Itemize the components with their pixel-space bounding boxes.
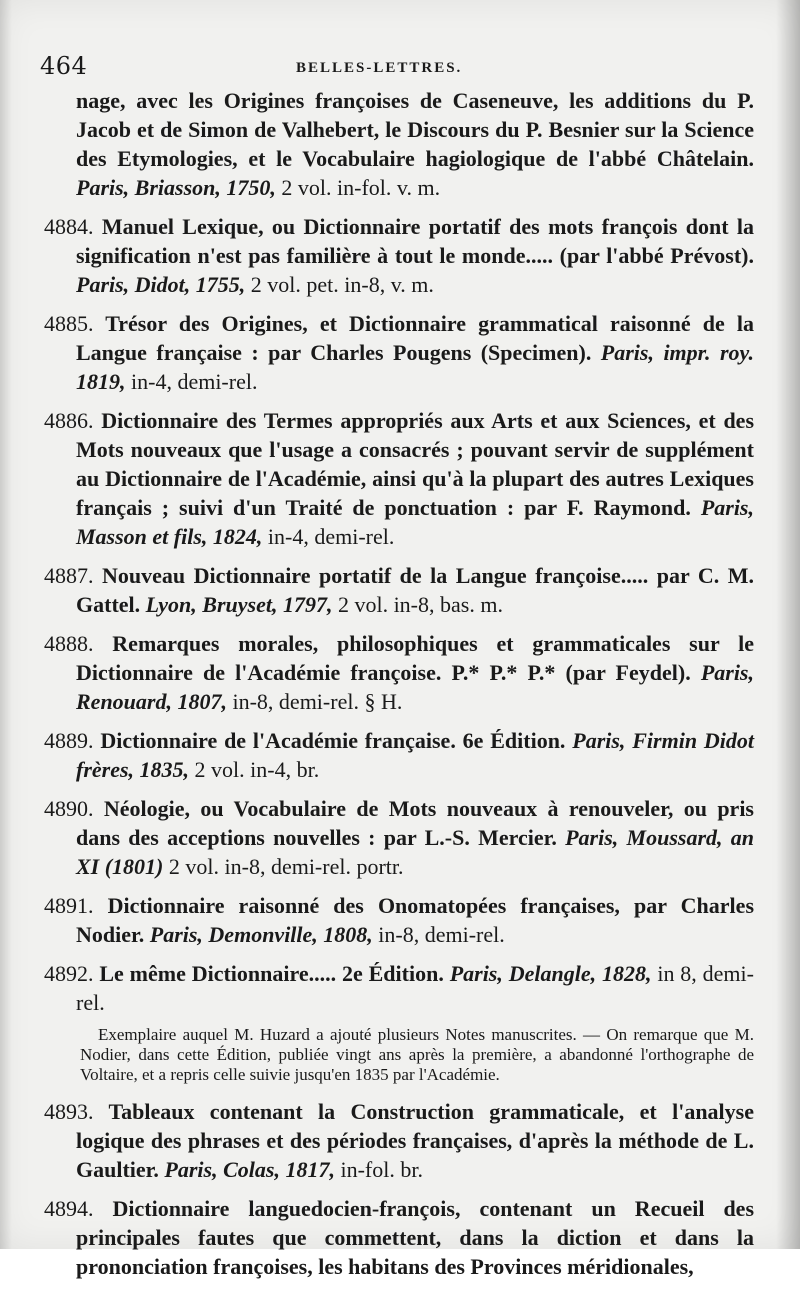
catalogue-entry-4892	[44, 959, 754, 1017]
entry-imprint: Paris, Briasson, 1750,	[76, 175, 276, 200]
entry-details: in-4, demi-rel.	[125, 369, 258, 394]
entry-number: 4884.	[44, 214, 94, 239]
entry-number: 4888.	[44, 631, 94, 656]
entry-title: nage, avec les Origines françoises de Caseneuve, les additions du P. Jacob et de Simon de Valhebert, le Discours du P. Besnier sur la Science des Etymologies, et le Vocabulaire hagiologique de l'abbé Châtelain.	[76, 88, 754, 171]
entry-title: Remarques morales, philosophiques et grammaticales sur le Dictionnaire de l'Académie françoise. P.* P.* P.* (par Feydel).	[76, 631, 754, 685]
catalogue-entry-4885	[44, 309, 754, 396]
entry-details: 2 vol. in-4, br.	[189, 757, 320, 782]
catalogue-entry-continuation	[44, 86, 754, 202]
page-number: 464	[40, 52, 88, 80]
entry-title: Dictionnaire languedocien-françois, contenant un Recueil des principales fautes que commettent, dans la diction et dans la prononciation françoises, les habitans des Provinces méridionales,	[76, 1196, 754, 1279]
entry-number: 4893.	[44, 1099, 94, 1124]
entry-details: in-4, demi-rel.	[262, 524, 395, 549]
catalogue-entry-4889	[44, 726, 754, 784]
entry-imprint: Paris, Masson et fils, 1824,	[76, 495, 754, 549]
entry-imprint: Paris, Didot, 1755,	[76, 272, 246, 297]
entry-imprint: Paris, impr. roy. 1819,	[76, 340, 754, 394]
page-header	[36, 48, 764, 88]
entry-imprint: Paris, Firmin Didot frères, 1835,	[76, 728, 754, 782]
catalogue-entry-4890	[44, 794, 754, 881]
entry-number: 4889.	[44, 728, 94, 753]
entry-details: 2 vol. in-8, bas. m.	[332, 592, 503, 617]
entry-title: Tableaux contenant la Construction grammaticale, et l'analyse logique des phrases et des périodes françaises, d'après la méthode de L. Gaultier.	[76, 1099, 754, 1182]
entry-number: 4892.	[44, 961, 94, 986]
entry-number: 4886.	[44, 408, 94, 433]
entry-title: Nouveau Dictionnaire portatif de la Langue françoise..... par C. M. Gattel.	[76, 563, 754, 617]
entry-details: in-8, demi-rel.	[372, 922, 505, 947]
entry-imprint: Paris, Renouard, 1807,	[76, 660, 754, 714]
entry-imprint: Paris, Demonville, 1808,	[149, 922, 373, 947]
entry-imprint: Paris, Delangle, 1828,	[449, 961, 652, 986]
catalogue-entry-4891	[44, 891, 754, 949]
entry-title: Manuel Lexique, ou Dictionnaire portatif des mots françois dont la signification n'est pas familière à tout le monde..... (par l'abbé Prévost).	[76, 214, 754, 268]
entry-details: in-fol. br.	[334, 1157, 423, 1182]
running-title: BELLES-LETTRES.	[296, 60, 463, 76]
entry-title: Le même Dictionnaire..... 2e Édition.	[93, 961, 450, 986]
entry-imprint: Lyon, Bruyset, 1797,	[145, 592, 333, 617]
entry-number: 4890.	[44, 796, 94, 821]
entry-number: 4894.	[44, 1196, 94, 1221]
catalogue-entry-4884	[44, 212, 754, 299]
entry-title: Dictionnaire des Termes appropriés aux Arts et aux Sciences, et des Mots nouveaux que l'usage a consacrés ; pouvant servir de supplément au Dictionnaire de l'Académie, ainsi qu'à la plupart des autres Lexiques français ; suivi d'un Traité de ponctuation : par F. Raymond.	[76, 408, 754, 520]
entry-note-4892: Exemplaire auquel M. Huzard a ajouté plusieurs Notes manuscrites. — On remarque que M. Nodier, dans cette Édition, publiée vingt ans après la première, a abandonné l'orthographe de Voltaire, et a repris celle suivie jusqu'en 1835 par l'Académie.	[80, 1025, 754, 1084]
entry-details: in 8, demi-rel.	[76, 961, 754, 1015]
catalogue-body	[44, 86, 754, 1291]
entry-details: 2 vol. in-8, demi-rel. portr.	[163, 854, 404, 879]
entry-imprint: Paris, Moussard, an XI (1801)	[76, 825, 755, 879]
catalogue-entry-4893	[44, 1097, 754, 1184]
entry-title: Dictionnaire de l'Académie française. 6e Édition.	[93, 728, 573, 753]
entry-imprint: Paris, Colas, 1817,	[164, 1157, 335, 1182]
entry-details: 2 vol. in-fol. v. m.	[275, 175, 441, 200]
entry-details: 2 vol. pet. in-8, v. m.	[245, 272, 434, 297]
catalogue-entry-4887	[44, 561, 754, 619]
entry-number: 4887.	[44, 563, 94, 588]
entry-title: Trésor des Origines, et Dictionnaire grammatical raisonné de la Langue française : par Charles Pougens (Specimen).	[76, 311, 754, 365]
entry-number: 4885.	[44, 311, 94, 336]
entry-details: in-8, demi-rel. § H.	[226, 689, 403, 714]
catalogue-entry-4886	[44, 406, 754, 551]
entry-title: Néologie, ou Vocabulaire de Mots nouveaux à renouveler, ou pris dans des acceptions nouvelles : par L.-S. Mercier.	[76, 796, 754, 850]
catalogue-entry-4894	[44, 1194, 754, 1281]
entry-number: 4891.	[44, 893, 94, 918]
catalogue-entry-4888	[44, 629, 754, 716]
entry-title: Dictionnaire raisonné des Onomatopées françaises, par Charles Nodier.	[76, 893, 754, 947]
